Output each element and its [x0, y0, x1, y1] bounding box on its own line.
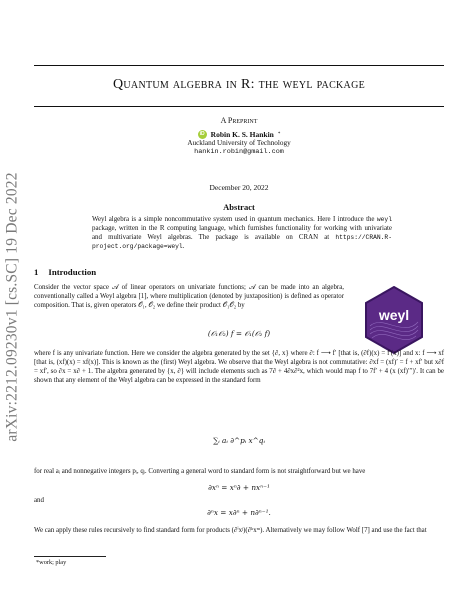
- author-email[interactable]: hankin.robin@gmail.com: [194, 148, 284, 156]
- intro-paragraph-2: where f is any univariate function. Here we consider the algebra generated by the set {∂, x} where ∂: f ⟶ f′ [that is, (∂f)(x) = f′(x)] and x: f ⟶ xf [that is, (xf)(x) = xf(x)]. This is known as the (first) Weyl algebra. We observe that the Weyl algebra is not commutative: ∂xf = (xf)′ = f + xf′ but x∂f = xf′, so ∂x = x∂ + 1. The algebra generated by {x, ∂} will include elements such as 7∂ + 4∂x∂²x, which would map f to 7f′ + 4 (x (xf)′′′)′. It can be shown that any element of the Weyl algebra can be expressed in the standard form: [34, 350, 444, 384]
- abstract-package-name: weyl: [376, 216, 392, 223]
- author-line: [34, 130, 444, 139]
- abstract-body: [92, 215, 392, 251]
- cran-url-link[interactable]: https://CRAN.R-project.org/package=weyl: [92, 234, 392, 250]
- title-rule-top: [34, 65, 444, 66]
- abstract-text-3: .: [182, 243, 185, 250]
- author-block: [34, 130, 444, 157]
- intro-paragraph-1: Consider the vector space 𝒜 of linear operators on univariate functions; 𝒜 can be made into an algebra, conventionally called a Weyl algebra [1], where multiplication (denoted by juxtaposition) is defined as operator composition. That is, given operators 𝒪₁, 𝒪₂ we define their product 𝒪₁𝒪₂ by: [34, 284, 344, 309]
- arxiv-identifier: arXiv:2212.09230v1 [cs.SC] 19 Dec 2022: [4, 171, 22, 442]
- abstract-heading: Abstract: [223, 202, 255, 212]
- author-name: Robin K. S. Hankin: [210, 130, 274, 139]
- author-footnote: *work; play: [36, 559, 67, 566]
- title-rule-bottom: [34, 106, 444, 107]
- orcid-icon[interactable]: iD: [199, 131, 205, 137]
- section-heading: [34, 267, 96, 277]
- section-number: 1: [34, 267, 39, 277]
- intro-paragraph-3: for real aᵢ and nonnegative integers pᵢ, qᵢ. Converting a general word to standard form is not straightforward but we have: [34, 468, 366, 475]
- author-affiliation: Auckland University of Technology: [187, 139, 291, 147]
- abstract-text-1: Weyl algebra is a simple noncommutative system used in quantum mechanics. Here I introduce the: [92, 216, 377, 223]
- paper-title: Quantum algebra in R: the weyl package: [112, 77, 366, 92]
- logo-text: weyl: [378, 307, 410, 323]
- equation-rule-1: ∂xⁿ = xⁿ∂ + nxⁿ⁻¹: [208, 483, 270, 492]
- paper-date: December 20, 2022: [209, 183, 269, 192]
- footnote-rule: [34, 556, 106, 557]
- section-title: Introduction: [48, 267, 97, 277]
- arxiv-stamp: [0, 0, 26, 613]
- abstract-text-2: package, written in the R computing language, which furnishes functionality for working with univariate and multivariate Weyl algebras. The package is available on CRAN at: [92, 225, 392, 241]
- intro-paragraph-4: We can apply these rules recursively to find standard form for products (∂ⁱxʲ)(∂ᵏxᵐ). Alternatively we may follow Wolf [7] and use the fact that: [34, 527, 427, 534]
- equation-rule-2: ∂ⁿx = x∂ⁿ + n∂ⁿ⁻¹.: [207, 508, 271, 517]
- preprint-label: A Preprint: [220, 116, 258, 125]
- equation-operator-product: (𝒪₁𝒪₂) f = 𝒪₁(𝒪₂ f): [207, 329, 271, 338]
- paper-page: [34, 0, 444, 613]
- equation-standard-form: ∑ᵢ aᵢ ∂^pᵢ x^qᵢ: [213, 436, 265, 445]
- author-footnote-mark: *: [277, 132, 281, 137]
- weyl-hex-logo: [364, 286, 424, 354]
- and-connector: and: [34, 497, 44, 504]
